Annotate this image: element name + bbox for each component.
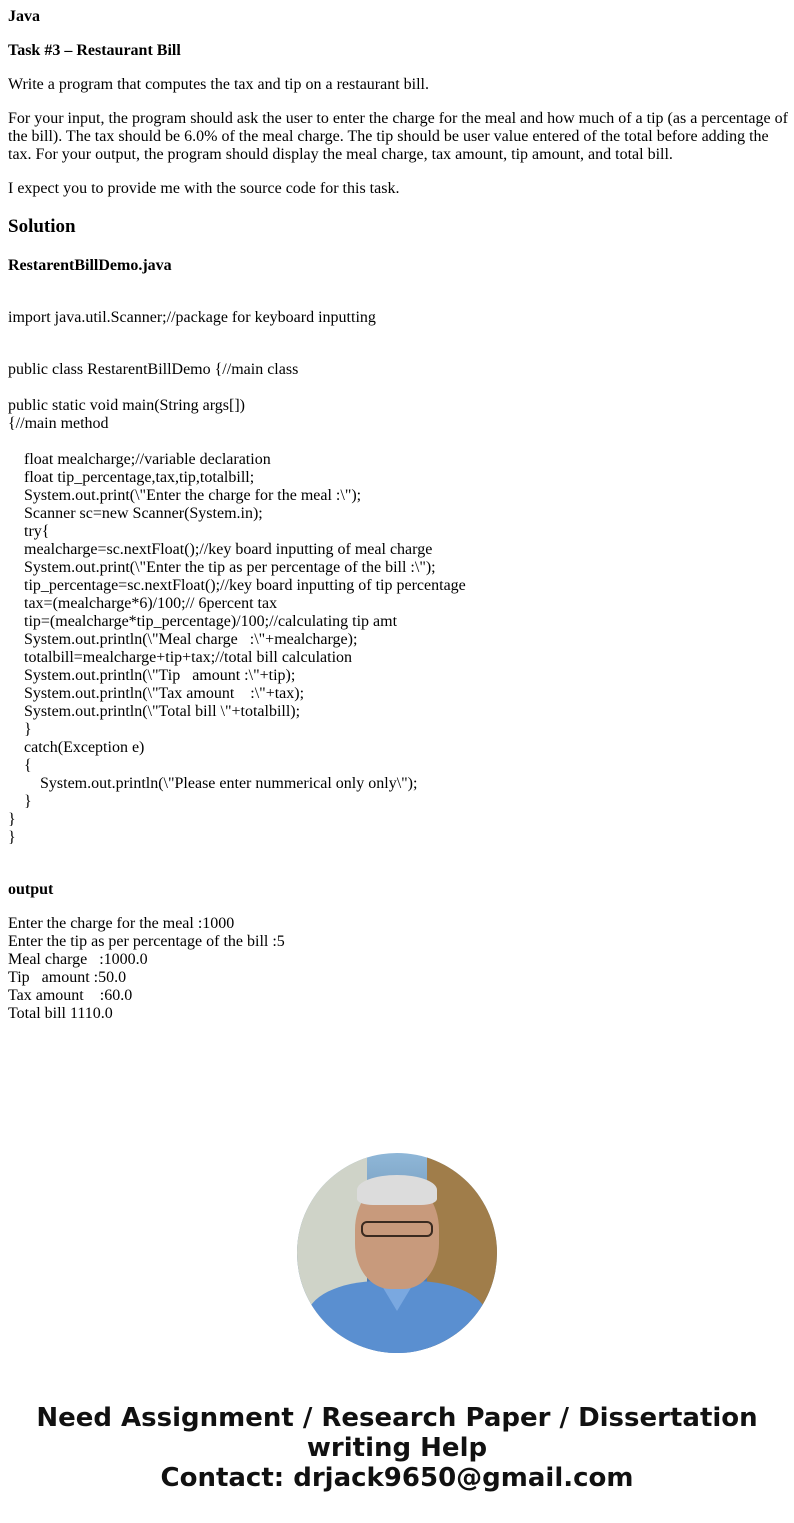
- description-paragraph: For your input, the program should ask the user to enter the charge for the meal and how much of a tip (as a percentage of the bill). The tax should be 6.0% of the meal charge. The tip should be user value entered of the total before adding the tax. For your output, the program should display the meal charge, tax amount, tip amount, and total bill.: [8, 110, 788, 163]
- code-line: System.out.println(\"Meal charge :\"+mealcharge);: [8, 631, 358, 648]
- output-line: Meal charge :1000.0: [8, 951, 148, 968]
- code-line: }: [8, 793, 32, 810]
- code-line: }: [8, 721, 32, 738]
- code-line: tax=(mealcharge*6)/100;// 6percent tax: [8, 595, 278, 612]
- code-line: float mealcharge;//variable declaration: [8, 451, 271, 468]
- code-line: System.out.println(\"Please enter nummerical only only\");: [8, 775, 418, 792]
- code-class-declaration: public class RestarentBillDemo {//main class: [8, 361, 299, 378]
- output-line: Enter the charge for the meal :1000: [8, 915, 235, 932]
- output-line: Tip amount :50.0: [8, 969, 127, 986]
- code-line: tip=(mealcharge*tip_percentage)/100;//calculating tip amt: [8, 613, 398, 630]
- promo-line-3: Contact: drjack9650@gmail.com: [160, 1463, 634, 1493]
- code-line: catch(Exception e): [8, 739, 145, 756]
- code-line: System.out.print(\"Enter the charge for the meal :\");: [8, 487, 362, 504]
- code-import-line: import java.util.Scanner;//package for keyboard inputting: [8, 309, 376, 326]
- promo-line-2: writing Help: [306, 1433, 488, 1463]
- solution-heading: Solution: [8, 216, 76, 237]
- promo-banner: [0, 1403, 794, 1493]
- output-heading: output: [8, 881, 54, 898]
- code-line: totalbill=mealcharge+tip+tax;//total bill calculation: [8, 649, 353, 666]
- task-title: Task #3 – Restaurant Bill: [8, 42, 181, 59]
- code-line: System.out.println(\"Tax amount :\"+tax);: [8, 685, 305, 702]
- code-line: }: [8, 811, 16, 828]
- code-line: try{: [8, 523, 50, 540]
- code-line: }: [8, 829, 16, 846]
- file-name: RestarentBillDemo.java: [8, 257, 172, 274]
- output-line: Enter the tip as per percentage of the bill :5: [8, 933, 285, 950]
- code-main-open: {//main method: [8, 415, 109, 432]
- code-line: System.out.println(\"Tip amount :\"+tip);: [8, 667, 296, 684]
- output-line: Total bill 1110.0: [8, 1005, 113, 1022]
- expectation-paragraph: I expect you to provide me with the source code for this task.: [8, 180, 400, 197]
- code-main-signature: public static void main(String args[]): [8, 397, 245, 414]
- code-line: tip_percentage=sc.nextFloat();//key board inputting of tip percentage: [8, 577, 466, 594]
- intro-paragraph: Write a program that computes the tax and tip on a restaurant bill.: [8, 76, 429, 93]
- output-line: Tax amount :60.0: [8, 987, 133, 1004]
- code-line: System.out.print(\"Enter the tip as per percentage of the bill :\");: [8, 559, 436, 576]
- code-line: System.out.println(\"Total bill \"+totalbill);: [8, 703, 301, 720]
- code-line: mealcharge=sc.nextFloat();//key board inputting of meal charge: [8, 541, 433, 558]
- author-photo: [297, 1153, 497, 1353]
- code-line: float tip_percentage,tax,tip,totalbill;: [8, 469, 255, 486]
- code-line: {: [8, 757, 32, 774]
- category-heading: Java: [8, 8, 40, 25]
- code-line: Scanner sc=new Scanner(System.in);: [8, 505, 263, 522]
- promo-line-1: Need Assignment / Research Paper / Dissertation: [36, 1403, 758, 1433]
